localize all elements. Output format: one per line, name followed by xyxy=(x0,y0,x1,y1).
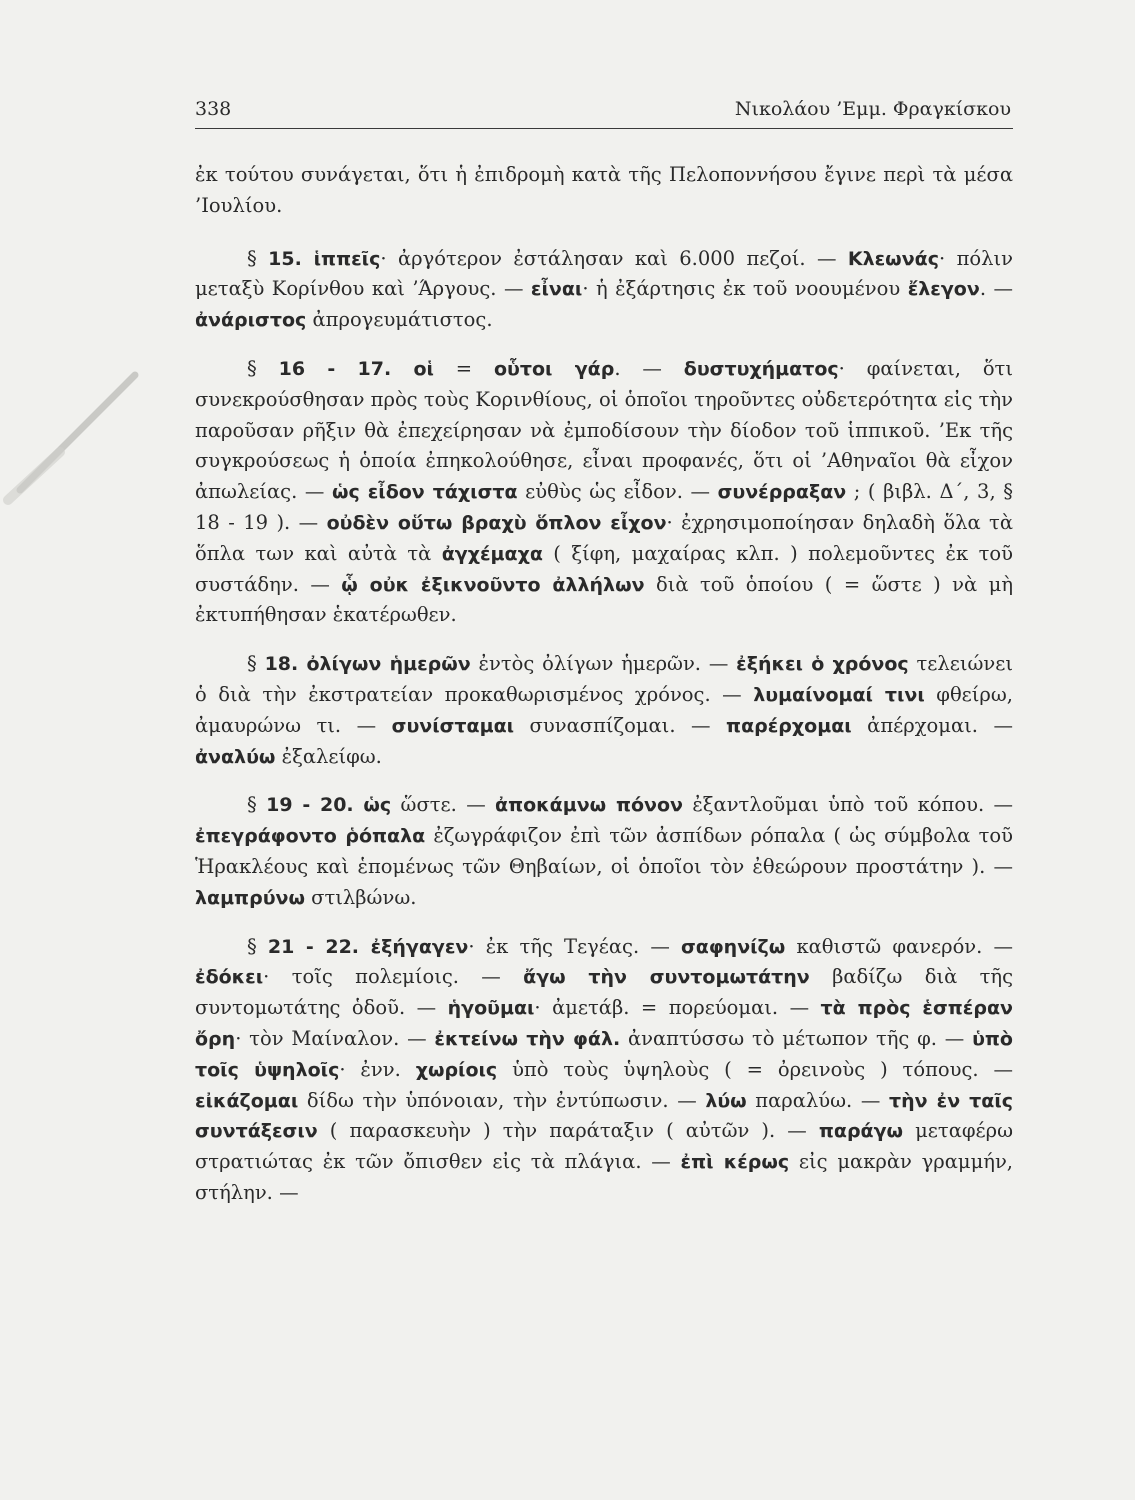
pencil-stroke-mark xyxy=(0,360,150,510)
gloss-text: καθιστῶ φανερόν. — xyxy=(785,934,1014,958)
lemma-term: ἐκτείνω τὴν φάλ. xyxy=(434,1027,621,1050)
paragraph-section-18 xyxy=(195,649,1013,772)
lemma-term: ἐδόκει xyxy=(195,966,264,989)
gloss-text: τελειώνει ὁ διὰ τὴν ἐκστρατείαν προκαθωρισμένος χρόνος. — xyxy=(195,652,1013,706)
paragraph-section-16-17 xyxy=(195,354,1013,631)
gloss-text: μεταφέρω στρατιώτας ἐκ τῶν ὄπισθεν εἰς τὰ πλάγια. — xyxy=(195,1119,1013,1174)
gloss-text: ἐξαντλοῦμαι ὑπὸ τοῦ κόπου. — xyxy=(682,793,1014,817)
lemma-term: ὑπὸ τοῖς ὑψηλοῖς xyxy=(195,1027,1013,1081)
lemma-term: ἔλεγον xyxy=(907,278,980,301)
lemma-term: συνέρραξαν xyxy=(717,481,847,504)
lemma-term: ἐπὶ κέρως xyxy=(680,1151,790,1174)
lemma-term: ἀναλύω xyxy=(195,745,276,768)
gloss-text: ὥστε. — xyxy=(391,793,496,817)
lemma-term: ᾧ οὐκ ἐξικνοῦντο ἀλλήλων xyxy=(341,573,645,596)
lemma-term: ἄγω τὴν συντομωτάτην xyxy=(523,966,810,989)
page-number: 338 xyxy=(195,98,232,120)
lemma-term: 15. ἱππεῖς xyxy=(268,247,381,270)
page-header xyxy=(195,98,1013,129)
gloss-text: · τὸν Μαίναλον. — xyxy=(235,1026,435,1050)
gloss-text: · ἀμετάβ. = πορεύομαι. — xyxy=(534,996,821,1020)
gloss-text: παραλύω. — xyxy=(746,1088,889,1112)
gloss-text: στιλβώνω. xyxy=(304,885,417,909)
lemma-term: χωρίοις xyxy=(415,1058,498,1081)
lemma-term: εἶναι xyxy=(530,278,583,301)
lemma-term: λύω xyxy=(705,1089,747,1112)
gloss-text: ὑπὸ τοὺς ὑψηλοὺς ( = ὀρεινοὺς ) τόπους. — xyxy=(497,1057,1013,1081)
lemma-term: λυμαίνομαί τινι xyxy=(753,683,925,706)
gloss-text: · ἐχρησιμοποίησαν δηλαδὴ ὅλα τὰ ὅπλα των καὶ αὐτὰ τὰ xyxy=(195,510,1014,565)
gloss-text: . — xyxy=(979,277,1013,301)
commentary-text xyxy=(195,160,1013,1227)
lemma-term: 16 - 17. οἱ xyxy=(278,357,434,380)
gloss-text: ; ( βιβλ. Δ΄, 3, § 18 - 19 ). — xyxy=(195,480,1013,534)
lemma-term: ἀνάριστος xyxy=(195,309,307,332)
lemma-term: ἀγχέμαχα xyxy=(441,542,543,565)
lemma-term: οὐδὲν οὕτω βραχὺ ὅπλον εἶχον xyxy=(326,511,667,534)
gloss-text: · φαίνεται, ὅτι συνεκρούσθησαν πρὸς τοὺς Κορινθίους, οἱ ὁποῖοι τηροῦντες οὐδετερότητα εἰς τὴν παροῦσαν ρῆξιν θὰ ἐπεχείρησαν νὰ ἐμποδίσουν τὴν δίοδον τοῦ ἱππικοῦ. ’Εκ τῆς συγκρούσεως ἡ ὁποία ἐπηκολούθησε, εἶναι προφανές, ὅτι οἱ ’Αθηναῖοι θὰ εἶχον ἀπωλείας. — xyxy=(195,356,1013,504)
gloss-text: = xyxy=(433,356,494,380)
lemma-term: 21 - 22. ἐξήγαγεν xyxy=(267,935,469,958)
gloss-text: δίδω τὴν ὑπόνοιαν, τὴν ἐντύπωσιν. — xyxy=(298,1088,706,1112)
running-head: Νικολάου ’Εμμ. Φραγκίσκου xyxy=(734,98,1011,120)
paragraph-section-19-20 xyxy=(195,790,1013,913)
lemma-term: τὴν ἐν ταῖς συντάξεσιν xyxy=(195,1089,1014,1143)
gloss-text: § xyxy=(247,934,268,958)
gloss-text: φθείρω, ἀμαυρώνω τι. — xyxy=(195,682,1013,737)
lemma-term: οὗτοι γάρ xyxy=(493,357,615,380)
lemma-term: ἡγοῦμαι xyxy=(447,997,535,1020)
gloss-text: § xyxy=(247,652,265,676)
gloss-text: · πόλιν μεταξὺ Κορίνθου καὶ ’Άργους. — xyxy=(195,246,1013,301)
gloss-text: ἐντὸς ὀλίγων ἡμερῶν. — xyxy=(470,652,737,676)
lemma-term: παρέρχομαι xyxy=(726,714,852,737)
lemma-term: 19 - 20. ὡς xyxy=(266,794,392,817)
lemma-term: ἐπεγράφοντο ῥόπαλα xyxy=(195,825,426,848)
paragraph-section-15 xyxy=(195,244,1013,336)
paragraph-section-21-22 xyxy=(195,932,1013,1209)
lemma-term: ἀποκάμνω πόνον xyxy=(495,794,683,817)
lemma-term: σαφηνίζω xyxy=(680,935,786,958)
lemma-term: ὡς εἶδον τάχιστα xyxy=(331,481,518,504)
lemma-term: 18. ὀλίγων ἡμερῶν xyxy=(264,653,471,676)
gloss-text: § xyxy=(247,793,267,817)
gloss-text: ἀπρογευμάτιστος. xyxy=(306,308,493,332)
gloss-text: ἐκ τούτου συνάγεται, ὅτι ἡ ἐπιδρομὴ κατὰ τῆς Πελοποννήσου ἔγινε περὶ τὰ μέσα ’Ιουλίου. xyxy=(195,163,1013,217)
gloss-text: · ἀργότερον ἐστάλησαν καὶ 6.000 πεζοί. — xyxy=(380,246,848,270)
gloss-text: εἰς μακρὰν γραμμήν, στήλην. — xyxy=(195,1150,1013,1204)
gloss-text: ( παρασκευὴν ) τὴν παράταξιν ( αὐτῶν ). — xyxy=(317,1119,819,1143)
gloss-text: § xyxy=(247,356,279,380)
gloss-text: συνασπίζομαι. — xyxy=(514,713,727,737)
lemma-term: Κλεωνάς xyxy=(847,247,939,270)
gloss-text: . — xyxy=(614,356,684,380)
lemma-term: τὰ πρὸς ἑσπέραν ὄρη xyxy=(195,997,1013,1050)
gloss-text: ἐξαλείφω. xyxy=(275,744,382,768)
gloss-text: εὐθὺς ὡς εἶδον. — xyxy=(517,480,718,504)
lemma-term: ἐξήκει ὁ χρόνος xyxy=(736,653,909,676)
gloss-text: § xyxy=(247,246,269,270)
gloss-text: ἀπέρχομαι. — xyxy=(851,713,1013,737)
lemma-term: συνίσταμαι xyxy=(391,714,515,737)
gloss-text: · τοῖς πολεμίοις. — xyxy=(263,965,524,989)
paragraph-intro xyxy=(195,160,1013,222)
gloss-text: · ἐκ τῆς Τεγέας. — xyxy=(468,934,681,958)
gloss-text: · ἐνν. xyxy=(339,1057,416,1081)
gloss-text: ἐζωγράφιζον ἐπὶ τῶν ἀσπίδων ρόπαλα ( ὡς σύμβολα τοῦ Ἡρακλέους καὶ ἑπομένως τῶν Θηβαίων, οἱ ὁποῖοι τὸν ἐθεώρουν προστάτην ). — xyxy=(195,824,1014,878)
lemma-term: λαμπρύνω xyxy=(195,886,305,909)
gloss-text: ( ξίφη, μαχαίρας κλπ. ) πολεμοῦντες ἐκ τοῦ συστάδην. — xyxy=(195,541,1013,596)
gloss-text: · ἡ ἐξάρτησις ἐκ τοῦ νοουμένου xyxy=(582,277,908,301)
lemma-term: εἰκάζομαι xyxy=(195,1089,299,1112)
gloss-text: βαδίζω διὰ τῆς συντομωτάτης ὁδοῦ. — xyxy=(195,965,1013,1020)
lemma-term: δυστυχήματος xyxy=(683,357,839,380)
gloss-text: ἀναπτύσσω τὸ μέτωπον τῆς φ. — xyxy=(620,1026,973,1050)
lemma-term: παράγω xyxy=(818,1120,904,1143)
gloss-text: διὰ τοῦ ὁποίου ( = ὥστε ) νὰ μὴ ἐκτυπήθησαν ἑκατέρωθεν. xyxy=(195,572,1014,627)
